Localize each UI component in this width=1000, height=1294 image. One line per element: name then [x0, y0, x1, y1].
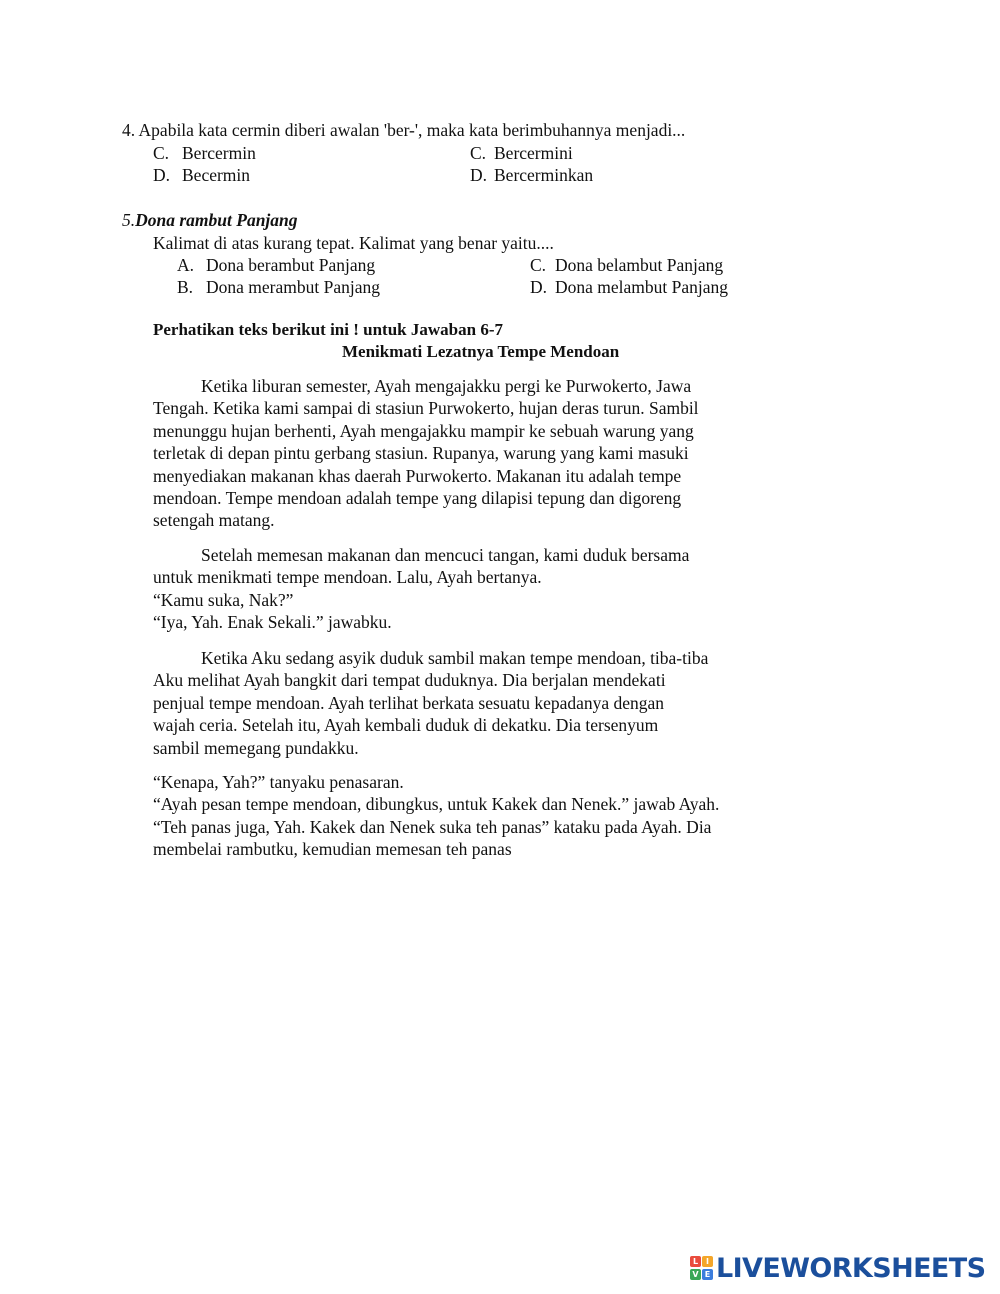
paragraph-line: “Kamu suka, Nak?” [153, 589, 294, 610]
liveworksheets-logo [690, 1254, 990, 1284]
option-5-c [530, 254, 724, 276]
question-5-title: Dona rambut Panjang [135, 210, 298, 230]
paragraph-line: “Kenapa, Yah?” tanyaku penasaran. [153, 772, 404, 792]
reading-title: Menikmati Lezatnya Tempe Mendoan [342, 342, 620, 361]
logo-block: L [690, 1256, 701, 1267]
option-text: Becermin [182, 165, 251, 185]
option-5-b [177, 276, 380, 298]
question-5-heading [122, 209, 298, 231]
paragraph-line: Setelah memesan makanan dan mencuci tangan, kami duduk bersama [201, 545, 690, 565]
option-letter: B. [177, 277, 194, 297]
option-4-d-right [470, 164, 594, 186]
paragraph-line: menunggu hujan berhenti, Ayah mengajakku mampir ke sebuah warung yang [153, 420, 694, 441]
paragraph-line: setengah matang. [153, 510, 275, 531]
paragraph-line: untuk menikmati tempe mendoan. Lalu, Ayah bertanya. [153, 567, 542, 588]
option-text: Dona belambut Panjang [555, 255, 724, 275]
paragraph-line: menyediakan makanan khas daerah Purwokerto. Makanan itu adalah tempe [153, 465, 682, 486]
option-5-a [177, 254, 376, 276]
option-4-c-left [153, 142, 256, 164]
paragraph-line: Aku melihat Ayah bangkit dari tempat duduknya. Dia berjalan mendekati [153, 670, 666, 691]
option-text: Bercerminkan [494, 165, 594, 185]
option-text: Dona melambut Panjang [555, 277, 729, 297]
logo-block: V [690, 1269, 701, 1280]
paragraph-line: “Iya, Yah. Enak Sekali.” jawabku. [153, 612, 392, 633]
option-text: Bercermin [182, 143, 256, 163]
paragraph-2 [153, 544, 888, 634]
paragraph-1 [153, 375, 888, 532]
option-letter: D. [470, 165, 488, 185]
paragraph-line: membelai rambutku, kemudian memesan teh panas [153, 839, 512, 860]
paragraph-line: terletak di depan pintu gerbang stasiun. Rupanya, warung yang kami masuki [153, 443, 689, 464]
paragraph-3 [153, 647, 888, 759]
paragraph-line: sambil memegang pundakku. [153, 737, 359, 758]
logo-blocks-icon [690, 1256, 714, 1282]
question-4: 4. Apabila kata cermin diberi awalan 'ber-', maka kata berimbuhannya menjadi... [122, 120, 686, 140]
paragraph-line: “Ayah pesan tempe mendoan, dibungkus, untuk Kakek dan Nenek.” jawab Ayah. [153, 794, 720, 815]
logo-block: I [702, 1256, 713, 1267]
option-letter: A. [177, 255, 195, 275]
option-letter: C. [530, 255, 547, 275]
option-letter: D. [530, 277, 548, 297]
paragraph-line: Ketika Aku sedang asyik duduk sambil makan tempe mendoan, tiba-tiba [201, 648, 709, 668]
question-5-prompt: Kalimat di atas kurang tepat. Kalimat yang benar yaitu.... [153, 233, 554, 253]
paragraph-line: Ketika liburan semester, Ayah mengajakku pergi ke Purwokerto, Jawa [201, 376, 692, 396]
option-text: Dona berambut Panjang [206, 255, 376, 275]
paragraph-line: penjual tempe mendoan. Ayah terlihat berkata sesuatu kepadanya dengan [153, 692, 665, 713]
option-4-c-right [470, 142, 573, 164]
option-letter: C. [153, 143, 170, 163]
paragraph-line: Tengah. Ketika kami sampai di stasiun Purwokerto, hujan deras turun. Sambil [153, 398, 699, 419]
option-5-d [530, 276, 729, 298]
option-4-d-left [153, 164, 251, 186]
option-letter: C. [470, 143, 487, 163]
paragraph-4 [153, 771, 888, 861]
question-number: 5. [122, 210, 136, 230]
paragraph-line: mendoan. Tempe mendoan adalah tempe yang dilapisi tepung dan digoreng [153, 487, 682, 508]
paragraph-line: wajah ceria. Setelah itu, Ayah kembali duduk di dekatku. Dia tersenyum [153, 715, 659, 736]
paragraph-line: “Teh panas juga, Yah. Kakek dan Nenek suka teh panas” kataku pada Ayah. Dia [153, 816, 712, 837]
option-text: Bercermini [494, 143, 573, 163]
reading-instruction: Perhatikan teks berikut ini ! untuk Jawaban 6-7 [153, 320, 503, 339]
logo-text: LIVEWORKSHEETS [716, 1253, 986, 1284]
option-text: Dona merambut Panjang [206, 277, 380, 297]
logo-block: E [702, 1269, 713, 1280]
option-letter: D. [153, 165, 171, 185]
